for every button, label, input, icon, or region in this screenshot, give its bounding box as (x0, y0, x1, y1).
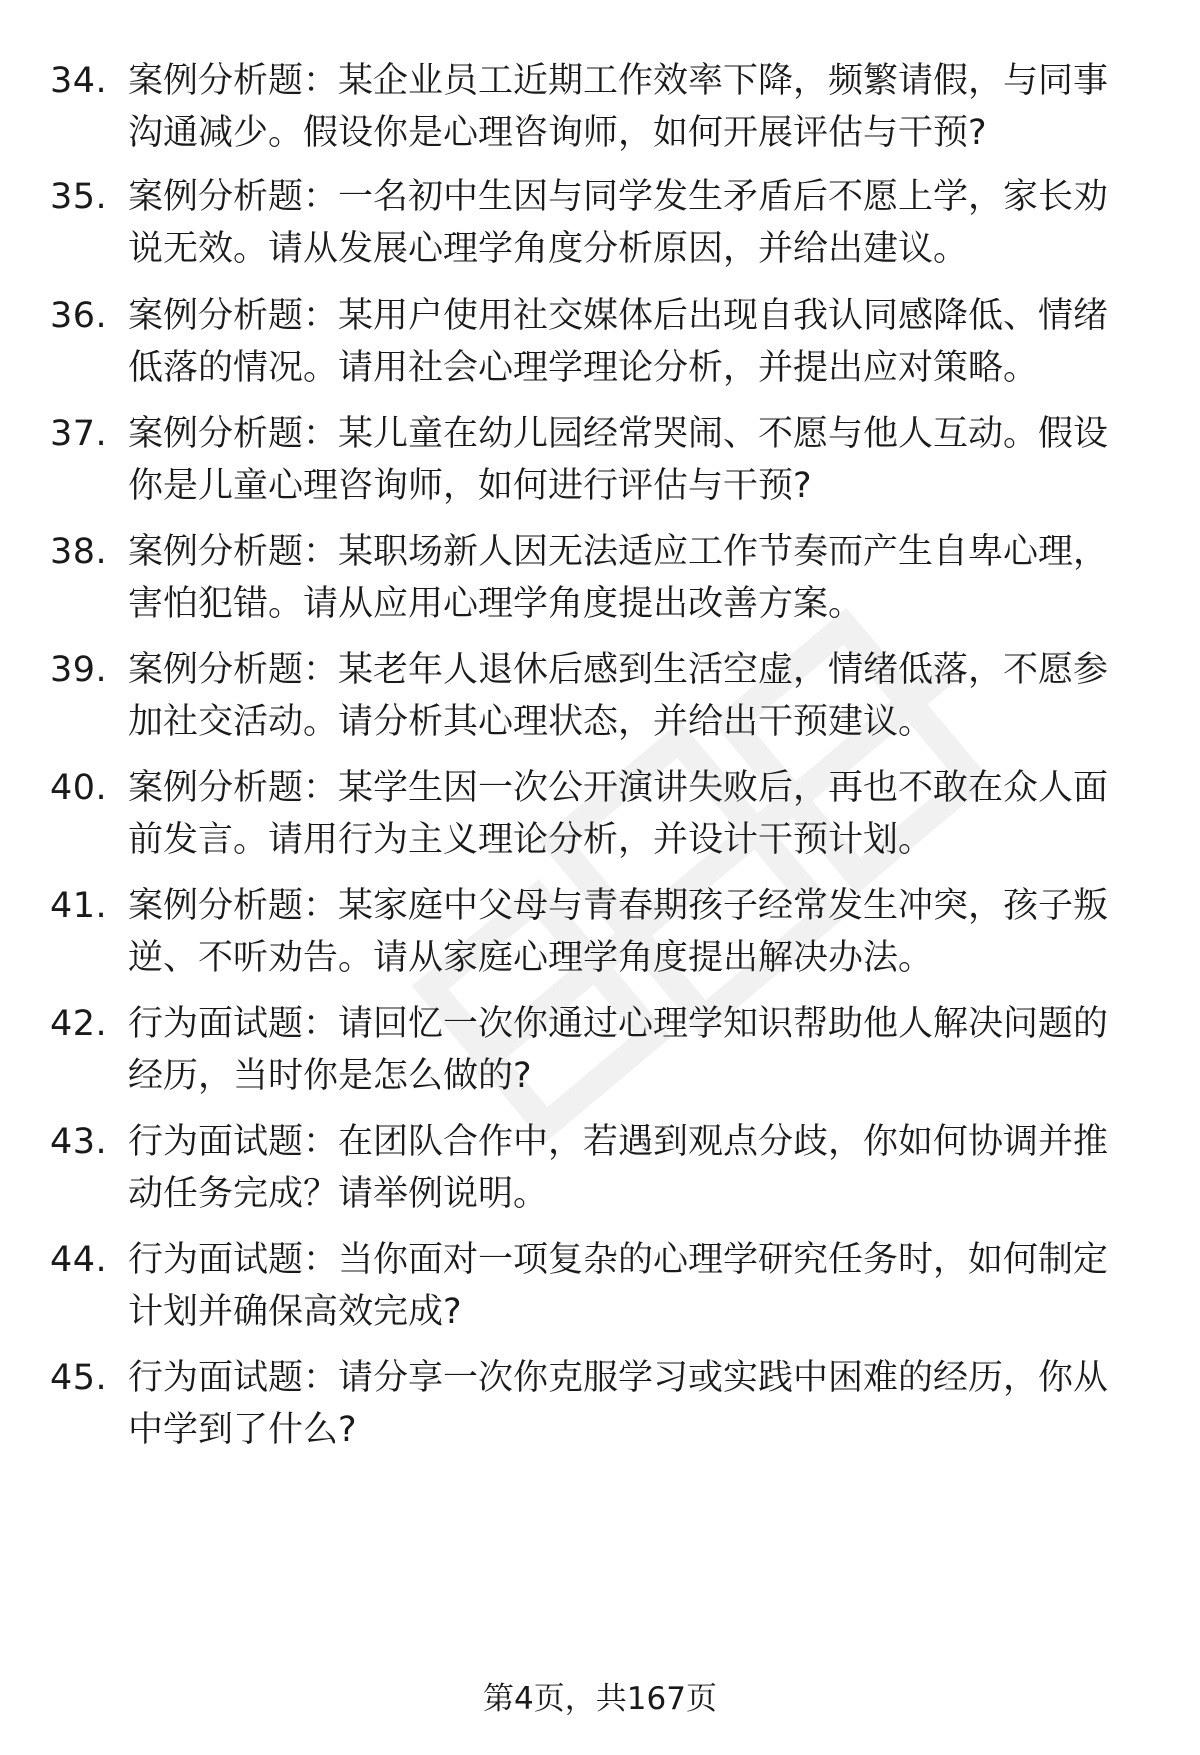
question-text-line: 低落的情况。请用社会心理学理论分析，并提出应对策略。 (128, 348, 1039, 388)
question-text (128, 644, 1140, 748)
question-number: 44. (50, 1240, 108, 1280)
question-text-line: 案例分析题：一名初中生因与同学发生矛盾后不愿上学，家长劝 (128, 177, 1109, 217)
question-text-line: 计划并确保高效完成? (128, 1292, 462, 1332)
question-text-line: 案例分析题：某企业员工近期工作效率下降，频繁请假，与同事 (128, 61, 1109, 101)
question-number: 36. (50, 296, 108, 336)
question-text (128, 1352, 1140, 1456)
question-text-line: 害怕犯错。请从应用心理学角度提出改善方案。 (128, 584, 864, 624)
question-text-line: 说无效。请从发展心理学角度分析原因，并给出建议。 (128, 229, 969, 269)
question-text-line: 行为面试题：请分享一次你克服学习或实践中困难的经历，你从 (128, 1358, 1109, 1398)
question-text (128, 290, 1140, 394)
question-number: 42. (50, 1004, 108, 1044)
question-number: 45. (50, 1358, 108, 1398)
question-text-line: 行为面试题：在团队合作中，若遇到观点分歧，你如何协调并推 (128, 1122, 1109, 1162)
question-text-line: 案例分析题：某用户使用社交媒体后出现自我认同感降低、情绪 (128, 296, 1109, 336)
question-text (128, 998, 1140, 1102)
page-number-footer: 第4页，共167页 (483, 1681, 717, 1717)
question-text-line: 沟通减少。假设你是心理咨询师，如何开展评估与干预? (128, 113, 987, 153)
question-text-line: 你是儿童心理咨询师，如何进行评估与干预? (128, 466, 812, 506)
question-text-line: 案例分析题：某儿童在幼儿园经常哭闹、不愿与他人互动。假设 (128, 414, 1109, 454)
question-number: 38. (50, 532, 108, 572)
question-number: 34. (50, 61, 108, 101)
question-text-line: 案例分析题：某学生因一次公开演讲失败后，再也不敢在众人面 (128, 768, 1109, 808)
question-text-line: 中学到了什么? (128, 1410, 357, 1450)
question-text-line: 前发言。请用行为主义理论分析，并设计干预计划。 (128, 820, 934, 860)
question-number: 35. (50, 177, 108, 217)
question-text-line: 行为面试题：当你面对一项复杂的心理学研究任务时，如何制定 (128, 1240, 1109, 1280)
question-text (128, 1116, 1140, 1220)
question-text (128, 408, 1140, 512)
question-text-line: 案例分析题：某职场新人因无法适应工作节奏而产生自卑心理， (128, 532, 1109, 572)
question-text (128, 880, 1140, 984)
question-number: 41. (50, 886, 108, 926)
question-number: 39. (50, 650, 108, 690)
question-number: 43. (50, 1122, 108, 1162)
question-number: 37. (50, 414, 108, 454)
question-text-line: 逆、不听劝告。请从家庭心理学角度提出解决办法。 (128, 938, 934, 978)
question-text-line: 行为面试题：请回忆一次你通过心理学知识帮助他人解决问题的 (128, 1004, 1109, 1044)
question-text (128, 762, 1140, 866)
question-text (128, 526, 1140, 630)
question-text-line: 加社交活动。请分析其心理状态，并给出干预建议。 (128, 702, 934, 742)
question-text (128, 171, 1140, 275)
question-text (128, 55, 1140, 159)
question-text-line: 经历，当时你是怎么做的? (128, 1056, 532, 1096)
question-text-line: 动任务完成？请举例说明。 (128, 1174, 549, 1214)
question-text-line: 案例分析题：某家庭中父母与青春期孩子经常发生冲突，孩子叛 (128, 886, 1109, 926)
question-number: 40. (50, 768, 108, 808)
question-text-line: 案例分析题：某老年人退休后感到生活空虚，情绪低落，不愿参 (128, 650, 1109, 690)
question-text (128, 1234, 1140, 1338)
